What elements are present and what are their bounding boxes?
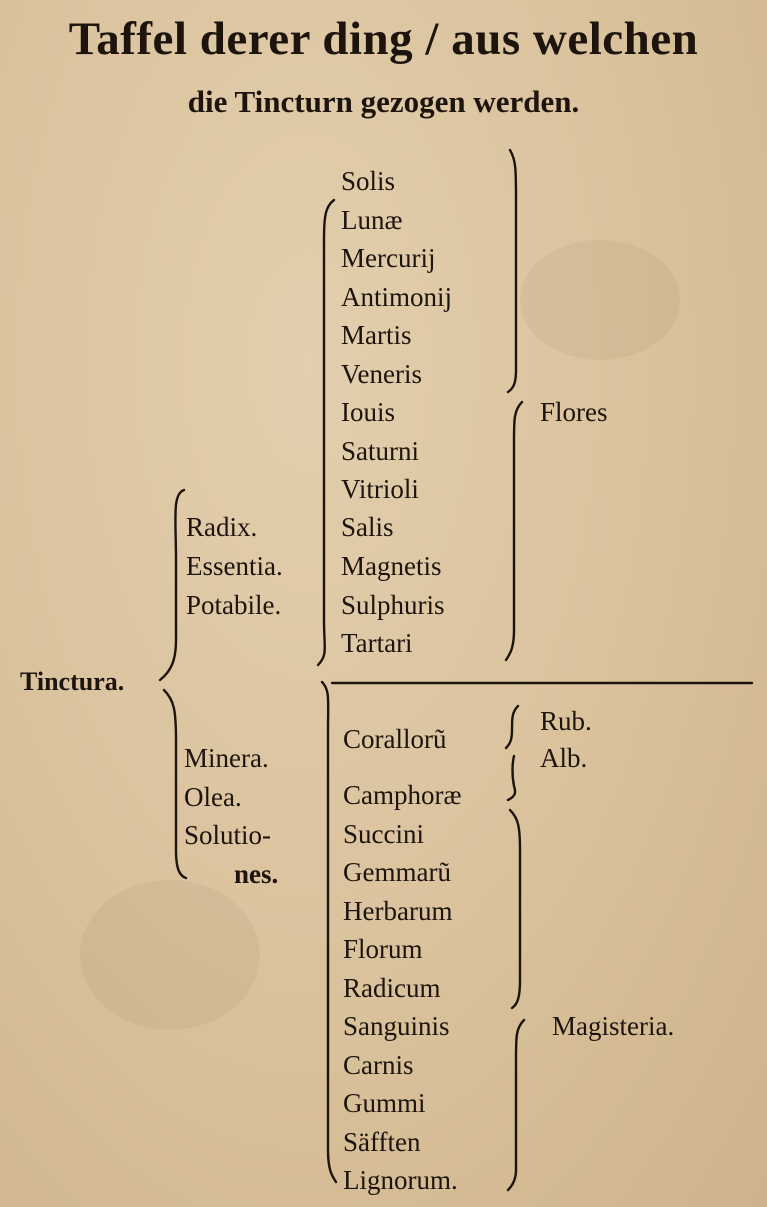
top-item: Lunæ bbox=[341, 205, 403, 235]
bottom-item: Lignorum. bbox=[343, 1165, 458, 1195]
bottom-item: Succini bbox=[343, 819, 424, 849]
bottom-item: Radicum bbox=[343, 973, 441, 1003]
brace-coral-lower bbox=[508, 756, 515, 800]
top-item: Saturni bbox=[341, 436, 419, 466]
brace-flores-upper bbox=[508, 150, 516, 392]
brace-top-items bbox=[318, 200, 334, 665]
top-item: Martis bbox=[341, 320, 412, 350]
top-item: Antimonij bbox=[341, 282, 453, 312]
top-label-radix: Radix. bbox=[186, 512, 258, 542]
top-item: Vitrioli bbox=[341, 474, 419, 504]
bottom-item: Herbarum bbox=[343, 896, 453, 926]
brace-magisteria-lower bbox=[508, 1020, 524, 1190]
brace-magisteria-upper bbox=[510, 810, 520, 1008]
top-item: Solis bbox=[341, 166, 396, 196]
top-item: Magnetis bbox=[341, 551, 442, 581]
top-result: Flores bbox=[540, 397, 608, 427]
coral-option-rub: Rub. bbox=[540, 706, 592, 736]
top-item: Mercurij bbox=[341, 243, 436, 273]
bottom-item: Gummi bbox=[343, 1088, 426, 1118]
bottom-label-olea: Olea. bbox=[184, 782, 242, 812]
brace-tinctura-top bbox=[160, 490, 184, 680]
heading-line-1: Taffel derer ding / aus welchen bbox=[68, 13, 699, 65]
brace-tinctura-bottom bbox=[164, 690, 186, 878]
root-label: Tinctura. bbox=[20, 667, 125, 696]
bottom-item: Florum bbox=[343, 934, 423, 964]
brace-flores-lower bbox=[506, 402, 522, 660]
coral-option-alb: Alb. bbox=[540, 743, 588, 773]
top-item: Iouis bbox=[341, 397, 395, 427]
bottom-item: Carnis bbox=[343, 1050, 414, 1080]
brace-coral bbox=[506, 706, 518, 748]
top-item: Salis bbox=[341, 512, 394, 542]
bottom-item: Sanguinis bbox=[343, 1011, 450, 1041]
coral-item: Corallorũ bbox=[343, 724, 447, 754]
top-label-essentia: Essentia. bbox=[186, 551, 283, 581]
top-item: Sulphuris bbox=[341, 590, 445, 620]
top-label-potabile: Potabile. bbox=[186, 590, 282, 620]
brace-bottom-items bbox=[322, 682, 336, 1182]
bottom-label-nes: nes. bbox=[234, 859, 279, 889]
bottom-label-minera: Minera. bbox=[184, 743, 269, 773]
heading-line-2: die Tincturn gezogen werden. bbox=[187, 84, 580, 119]
bottom-item: Säfften bbox=[343, 1127, 421, 1157]
top-item: Tartari bbox=[341, 628, 413, 658]
bottom-item: Gemmarũ bbox=[343, 857, 451, 887]
bottom-item: Camphoræ bbox=[343, 780, 462, 810]
bottom-label-solutio: Solutio- bbox=[184, 820, 272, 850]
bottom-result: Magisteria. bbox=[552, 1011, 675, 1041]
top-item: Veneris bbox=[341, 359, 422, 389]
